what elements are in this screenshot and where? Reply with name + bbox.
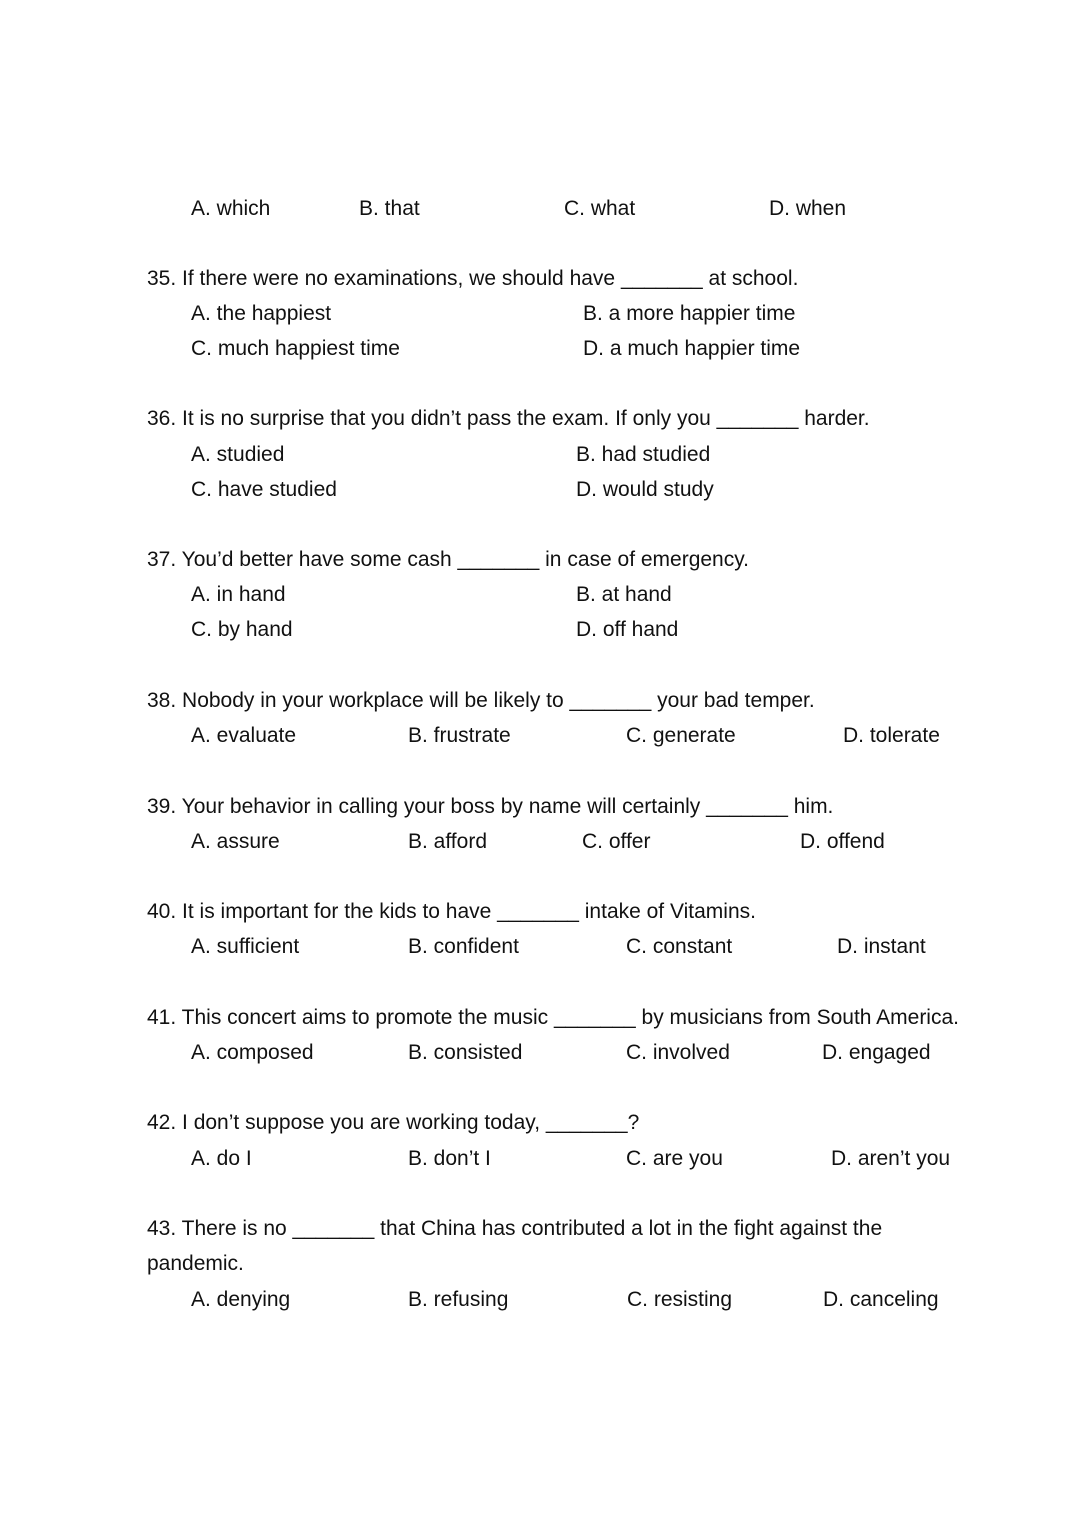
- option-a: A. denying: [191, 1288, 291, 1311]
- option-d: D. tolerate: [843, 724, 940, 747]
- option-d: D. offend: [800, 830, 885, 853]
- question-stem: 39. Your behavior in calling your boss by name will certainly _______ him.: [147, 795, 834, 818]
- option-a: A. studied: [191, 443, 285, 466]
- option-a: A. do I: [191, 1147, 252, 1170]
- option-d: D. canceling: [823, 1288, 939, 1311]
- option-a: A. evaluate: [191, 724, 297, 747]
- prev-option-b: B. that: [359, 197, 420, 220]
- option-c: C. involved: [626, 1041, 730, 1064]
- question-stem: 41. This concert aims to promote the music _______ by musicians from South America.: [147, 1006, 959, 1029]
- option-c: C. generate: [626, 724, 736, 747]
- option-d: D. a much happier time: [583, 337, 801, 360]
- option-d: D. off hand: [576, 618, 679, 641]
- option-a: A. assure: [191, 830, 280, 853]
- option-c: C. offer: [582, 830, 651, 853]
- question-stem: 40. It is important for the kids to have _______ intake of Vitamins.: [147, 900, 756, 923]
- option-b: B. at hand: [576, 583, 672, 606]
- option-b: B. a more happier time: [583, 302, 796, 325]
- option-b: B. don’t I: [408, 1147, 491, 1170]
- prev-option-c: C. what: [564, 197, 636, 220]
- option-a: A. composed: [191, 1041, 314, 1064]
- question-stem-line-1: 43. There is no _______ that China has contributed a lot in the fight against the: [147, 1217, 883, 1240]
- option-b: B. refusing: [408, 1288, 509, 1311]
- option-d: D. engaged: [822, 1041, 931, 1064]
- option-d: D. would study: [576, 478, 714, 501]
- option-b: B. frustrate: [408, 724, 511, 747]
- option-b: B. confident: [408, 935, 519, 958]
- option-c: C. by hand: [191, 618, 293, 641]
- option-b: B. consisted: [408, 1041, 523, 1064]
- option-a: A. sufficient: [191, 935, 300, 958]
- option-d: D. instant: [837, 935, 926, 958]
- question-stem: 38. Nobody in your workplace will be likely to _______ your bad temper.: [147, 689, 815, 712]
- question-stem: 37. You’d better have some cash _______ in case of emergency.: [147, 548, 750, 571]
- option-c: C. constant: [626, 935, 733, 958]
- question-stem: 42. I don’t suppose you are working today, _______?: [147, 1111, 640, 1134]
- option-c: C. have studied: [191, 478, 337, 501]
- option-a: A. the happiest: [191, 302, 332, 325]
- question-stem-line-2: pandemic.: [147, 1252, 244, 1275]
- option-c: C. are you: [626, 1147, 723, 1170]
- option-d: D. aren’t you: [831, 1147, 951, 1170]
- option-b: B. afford: [408, 830, 487, 853]
- option-c: C. resisting: [627, 1288, 733, 1311]
- option-a: A. in hand: [191, 583, 286, 606]
- question-stem: 35. If there were no examinations, we should have _______ at school.: [147, 267, 799, 290]
- question-stem: 36. It is no surprise that you didn’t pass the exam. If only you _______ harder.: [147, 407, 870, 430]
- option-c: C. much happiest time: [191, 337, 400, 360]
- prev-option-d: D. when: [769, 197, 847, 220]
- prev-option-a: A. which: [191, 197, 271, 220]
- option-b: B. had studied: [576, 443, 711, 466]
